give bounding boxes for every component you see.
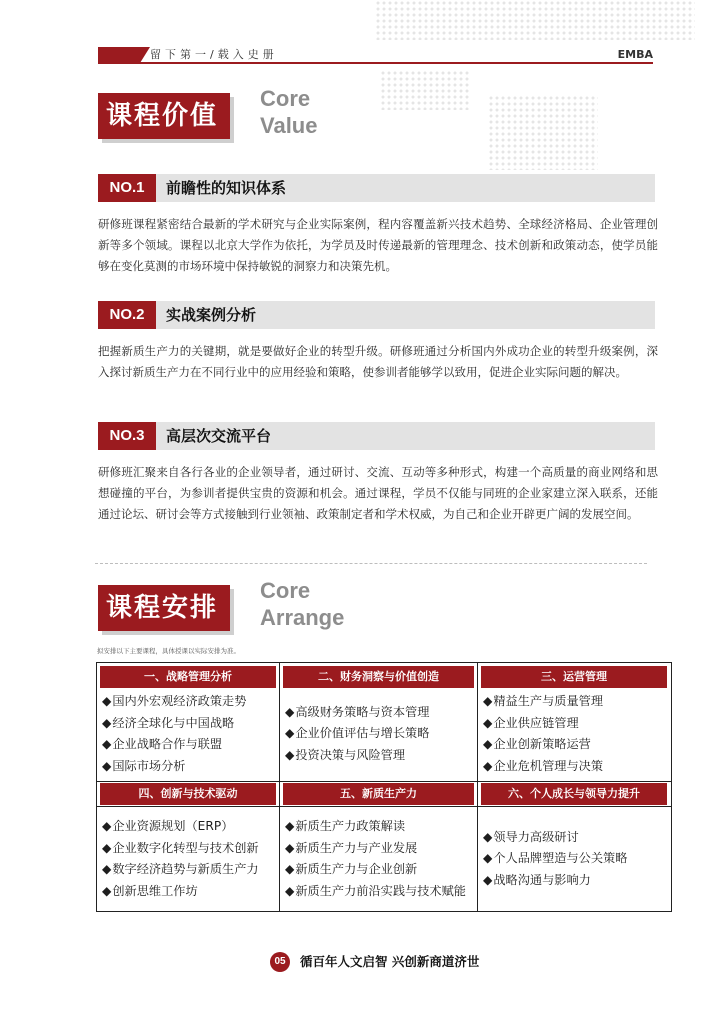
course-item: ◆ 领导力高级研讨: [483, 827, 673, 849]
item-title: 前瞻性的知识体系: [166, 179, 287, 197]
page-header: [98, 47, 653, 63]
item-description: 把握新质生产力的关键期，就是要做好企业的转型升级。研修班通过分析国内外成功企业的转型升级案例，深入探讨新质生产力在不同行业中的应用经验和策略，使参训者能够学以致用，促进企业实际问题的解决。: [98, 344, 658, 379]
module-header: 一、战略管理分析: [100, 666, 276, 688]
section-title: 课程价值: [98, 93, 230, 139]
module-course-list: [280, 809, 479, 909]
section-title: 课程安排: [98, 585, 230, 631]
header-brand: EMBA: [617, 48, 653, 61]
section-title-en: Core Arrange: [260, 578, 345, 630]
module-course-list: [97, 809, 280, 909]
course-item: ◆ 企业资源规划（ERP）: [102, 816, 280, 838]
course-item: ◆ 企业价值评估与增长策略: [285, 723, 479, 745]
item-description: 研修班课程紧密结合最新的学术研究与企业实际案例，程内容覆盖新兴技术趋势、全球经济格局、企业管理创新等多个领域。课程以北京大学作为依托，为学员及时传递最新的管理理念、技术创新和政策动态，使学员能够在变化莫测的市场环境中保持敏锐的洞察力和决策先机。: [98, 217, 658, 273]
course-item: ◆ 企业危机管理与决策: [483, 756, 673, 778]
module-course-list: [280, 689, 479, 779]
module-header: 六、个人成长与领导力提升: [481, 783, 667, 805]
value-item-header: [98, 174, 655, 202]
module-course-list: [97, 689, 280, 779]
course-item: ◆ 企业数字化转型与技术创新: [102, 838, 280, 860]
world-map-dots-decoration: [488, 95, 598, 170]
course-item: ◆ 国际市场分析: [102, 756, 280, 778]
course-item: ◆ 创新思维工作坊: [102, 881, 280, 903]
item-number: NO.1: [98, 174, 156, 202]
course-item: ◆ 个人品牌塑造与公关策略: [483, 848, 673, 870]
module-course-list: [478, 809, 673, 909]
module-header: 五、新质生产力: [283, 783, 474, 805]
course-item: ◆ 国内外宏观经济政策走势: [102, 691, 280, 713]
row-divider: [97, 806, 671, 807]
header-rule: [98, 62, 653, 64]
item-title: 高层次交流平台: [166, 427, 272, 445]
world-map-dots-decoration: [380, 70, 470, 110]
module-header: 二、财务洞察与价值创造: [283, 666, 474, 688]
course-item: ◆ 企业创新策略运营: [483, 734, 673, 756]
course-item: ◆ 投资决策与风险管理: [285, 745, 479, 767]
course-item: ◆ 数字经济趋势与新质生产力: [102, 859, 280, 881]
section-title-en: Core Value: [260, 86, 318, 138]
section-divider: [95, 563, 647, 564]
page-number: 05: [270, 952, 290, 972]
header-accent-tab: [98, 47, 140, 63]
footer-motto: 循百年人文启智 兴创新商道济世: [300, 954, 480, 969]
course-item: ◆ 企业战略合作与联盟: [102, 734, 280, 756]
value-item-header: [98, 301, 655, 329]
course-item: ◆ 战略沟通与影响力: [483, 870, 673, 892]
course-item: ◆ 新质生产力前沿实践与技术赋能: [285, 881, 479, 903]
item-number: NO.2: [98, 301, 156, 329]
course-item: ◆ 高级财务策略与资本管理: [285, 702, 479, 724]
schedule-note: 拟安排以下主要课程，具体授课以实际安排为准。: [97, 647, 240, 655]
item-title: 实战案例分析: [166, 306, 257, 324]
module-course-list: [478, 689, 673, 779]
course-item: ◆ 经济全球化与中国战略: [102, 713, 280, 735]
module-header: 四、创新与技术驱动: [100, 783, 276, 805]
course-item: ◆ 新质生产力政策解读: [285, 816, 479, 838]
header-slogan: 留下第一/载入史册: [150, 48, 278, 61]
row-divider: [97, 781, 671, 782]
course-table: [96, 662, 672, 912]
value-item-header: [98, 422, 655, 450]
course-item: ◆ 新质生产力与产业发展: [285, 838, 479, 860]
world-map-dots-decoration: [375, 0, 695, 40]
course-item: ◆ 企业供应链管理: [483, 713, 673, 735]
module-header: 三、运营管理: [481, 666, 667, 688]
item-number: NO.3: [98, 422, 156, 450]
item-description: 研修班汇聚来自各行各业的企业领导者，通过研讨、交流、互动等多种形式，构建一个高质量的商业网络和思想碰撞的平台，为参训者提供宝贵的资源和机会。通过课程，学员不仅能与同班的企业家建立深入联系，还能通过论坛、研讨会等方式接触到行业领袖、政策制定者和学术权威，为自己和企业开辟更广阔的发展空间。: [98, 465, 658, 521]
course-item: ◆ 精益生产与质量管理: [483, 691, 673, 713]
course-item: ◆ 新质生产力与企业创新: [285, 859, 479, 881]
